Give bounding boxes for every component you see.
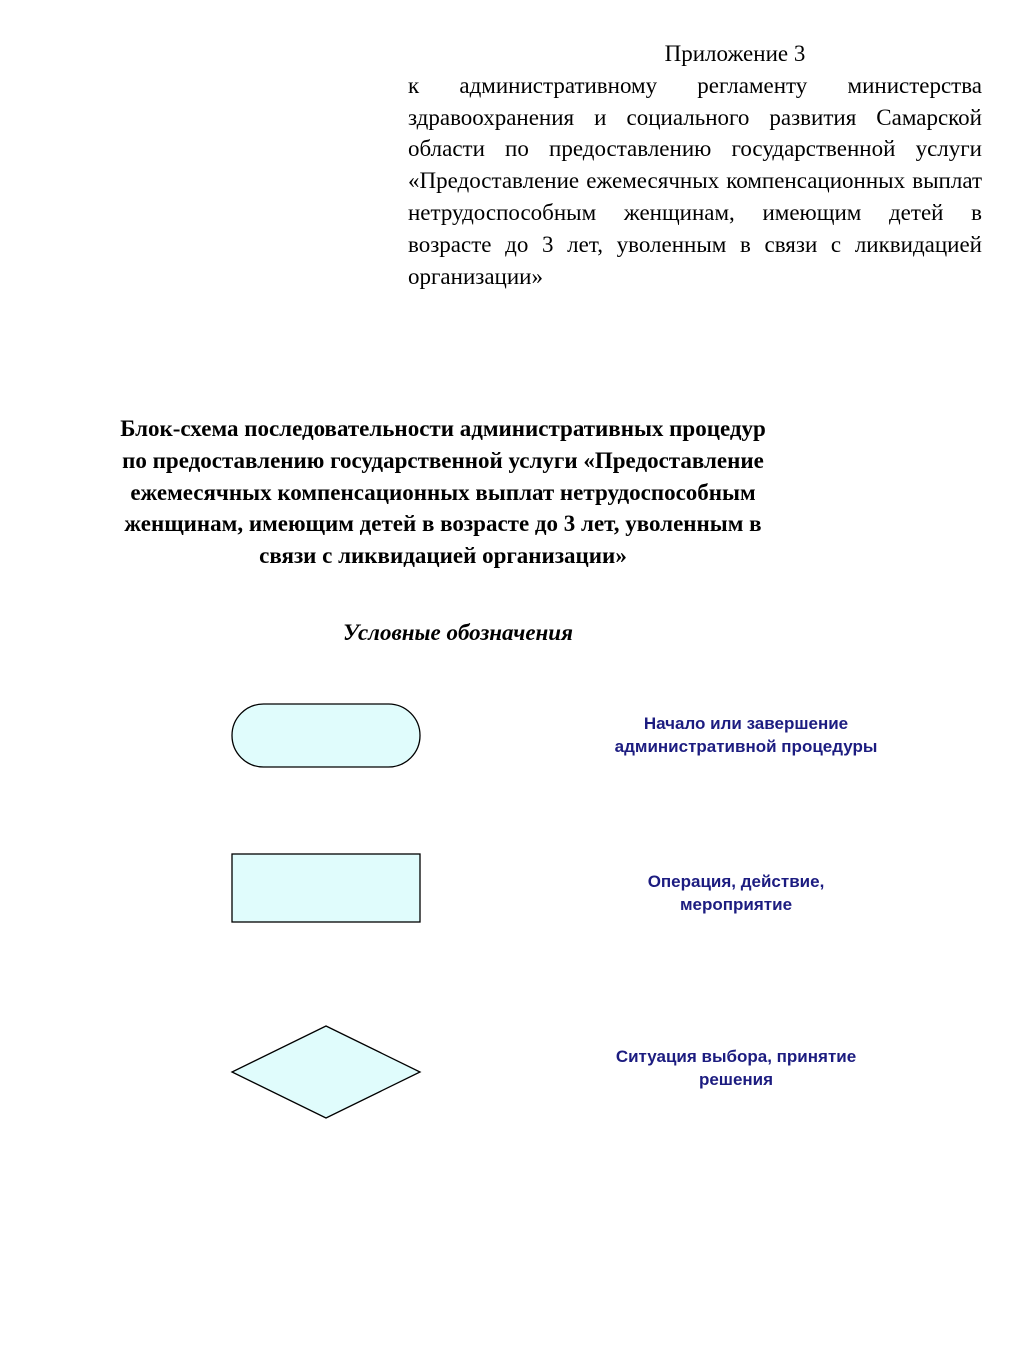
decision-label-line: решения xyxy=(698,1070,774,1089)
terminator-label-line: административной процедуры xyxy=(614,737,878,756)
appendix-body: к административному регламенту министерства здравоохранения и социального развития Самарской области по предоставлению государственной услуги «Предоставление ежемесячных компенсационных выплат нетрудоспособным женщинам, имеющим детей в возрасте до 3 лет, уволенным в связи с ликвидацией организации» xyxy=(408,72,982,289)
legend-heading: Условные обозначения xyxy=(343,620,573,645)
document-title-line: ежемесячных компенсационных выплат нетрудоспособным xyxy=(130,479,756,505)
document-title-line: связи с ликвидацией организации» xyxy=(259,543,627,569)
appendix-block xyxy=(408,38,982,292)
decision-label xyxy=(586,1045,886,1091)
decision-label-line: Ситуация выбора, принятие xyxy=(615,1047,857,1066)
document-title-line: Блок-схема последовательности административных процедур xyxy=(120,416,766,441)
decision-shape xyxy=(230,1024,422,1120)
document-title xyxy=(48,413,838,572)
terminator-shape xyxy=(230,702,422,769)
document-title-line: женщинам, имеющим детей в возрасте до 3 лет, уволенным в xyxy=(124,511,762,537)
terminator-label-line: Начало или завершение xyxy=(643,714,849,733)
process-label-line: Операция, действие, xyxy=(647,872,825,891)
terminator-label xyxy=(586,712,906,758)
process-label-line: мероприятие xyxy=(679,895,793,914)
process-shape xyxy=(230,852,422,924)
document-title-line: по предоставлению государственной услуги «Предоставление xyxy=(122,447,764,473)
appendix-title: Приложение 3 xyxy=(664,41,806,66)
process-label xyxy=(586,870,886,916)
